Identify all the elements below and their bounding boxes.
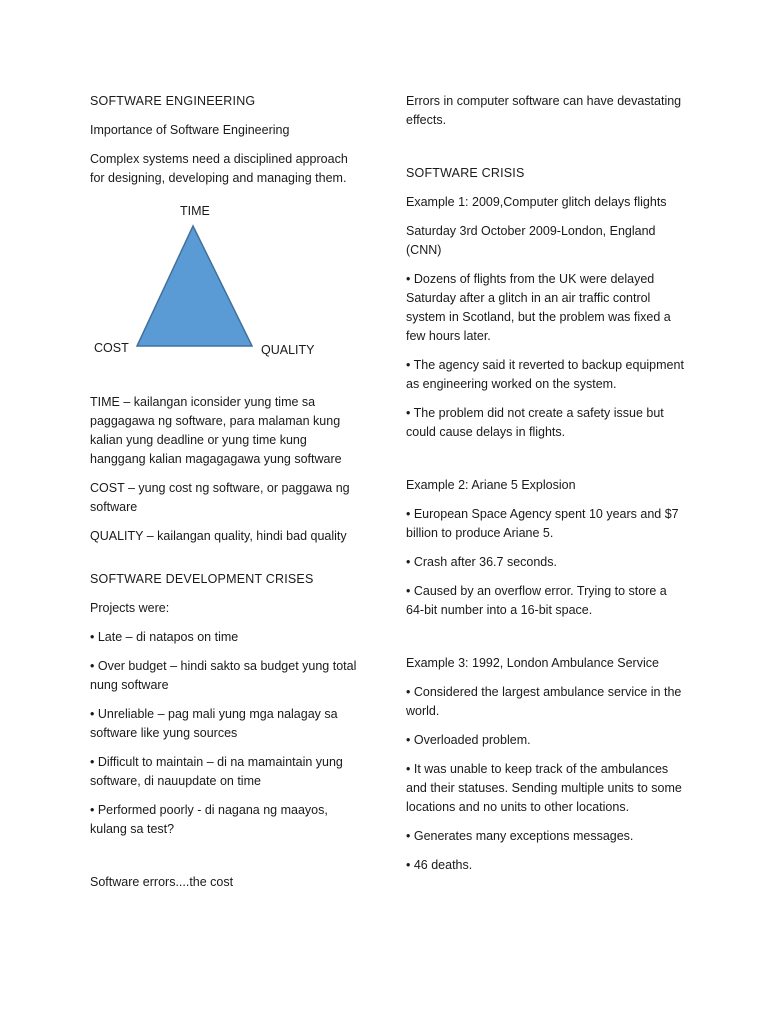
example-1-title: Example 1: 2009,Computer glitch delays flights bbox=[406, 195, 667, 209]
list-item: • Caused by an overflow error. Trying to store a 64-bit number into a 16-bit space. bbox=[406, 584, 667, 617]
list-item: • Performed poorly - di nagana ng maayos, kulang sa test? bbox=[90, 803, 328, 836]
complex-systems-text: Complex systems need a disciplined approach for designing, developing and managing them. bbox=[90, 152, 348, 185]
list-item: • European Space Agency spent 10 years and $7 billion to produce Ariane 5. bbox=[406, 507, 679, 540]
list-item: • Dozens of flights from the UK were delayed Saturday after a glitch in an air traffic control system in Scotland, but the problem was fixed a few hours later. bbox=[406, 272, 671, 343]
time-definition: TIME – kailangan iconsider yung time sa paggagawa ng software, para malaman kung kalian yung deadline or yung time kung hanggang kalian magagagawa yung software bbox=[90, 395, 342, 466]
importance-heading: Importance of Software Engineering bbox=[90, 123, 290, 137]
list-item: • The problem did not create a safety issue but could cause delays in flights. bbox=[406, 406, 664, 439]
list-item: • Considered the largest ambulance service in the world. bbox=[406, 685, 682, 718]
time-cost-quality-diagram bbox=[90, 196, 365, 381]
list-item: • Late – di natapos on time bbox=[90, 630, 239, 644]
list-item: • The agency said it reverted to backup equipment as engineering worked on the system. bbox=[406, 358, 684, 391]
quality-definition: QUALITY – kailangan quality, hindi bad quality bbox=[90, 529, 347, 543]
crises-heading: SOFTWARE DEVELOPMENT CRISES bbox=[90, 572, 314, 586]
list-item: • Generates many exceptions messages. bbox=[406, 829, 634, 843]
triangle-label-quality: QUALITY bbox=[261, 343, 315, 357]
intro-text: Errors in computer software can have devastating effects. bbox=[406, 94, 682, 127]
errors-cost-text: Software errors....the cost bbox=[90, 875, 234, 889]
left-column bbox=[90, 92, 365, 902]
list-item: • Over budget – hindi sakto sa budget yung total nung software bbox=[90, 659, 357, 692]
right-column bbox=[406, 92, 686, 885]
example-3-title: Example 3: 1992, London Ambulance Service bbox=[406, 656, 659, 670]
triangle-label-cost: COST bbox=[94, 341, 129, 355]
list-item: • Overloaded problem. bbox=[406, 733, 531, 747]
projects-label: Projects were: bbox=[90, 601, 170, 615]
list-item: • Difficult to maintain – di na mamaintain yung software, di nauupdate on time bbox=[90, 755, 343, 788]
list-item: • Unreliable – pag mali yung mga nalagay sa software like yung sources bbox=[90, 707, 338, 740]
software-crisis-heading: SOFTWARE CRISIS bbox=[406, 166, 525, 180]
list-item: • 46 deaths. bbox=[406, 858, 473, 872]
triangle-shape bbox=[136, 224, 254, 348]
cost-definition: COST – yung cost ng software, or paggawa ng software bbox=[90, 481, 350, 514]
example-1-date: Saturday 3rd October 2009-London, England (CNN) bbox=[406, 224, 656, 257]
triangle-polygon bbox=[137, 226, 252, 346]
list-item: • Crash after 36.7 seconds. bbox=[406, 555, 557, 569]
page-title: SOFTWARE ENGINEERING bbox=[90, 94, 256, 108]
triangle-label-time: TIME bbox=[180, 204, 210, 218]
list-item: • It was unable to keep track of the ambulances and their statuses. Sending multiple units to some locations and no units to other locations. bbox=[406, 762, 682, 814]
example-2-title: Example 2: Ariane 5 Explosion bbox=[406, 478, 576, 492]
